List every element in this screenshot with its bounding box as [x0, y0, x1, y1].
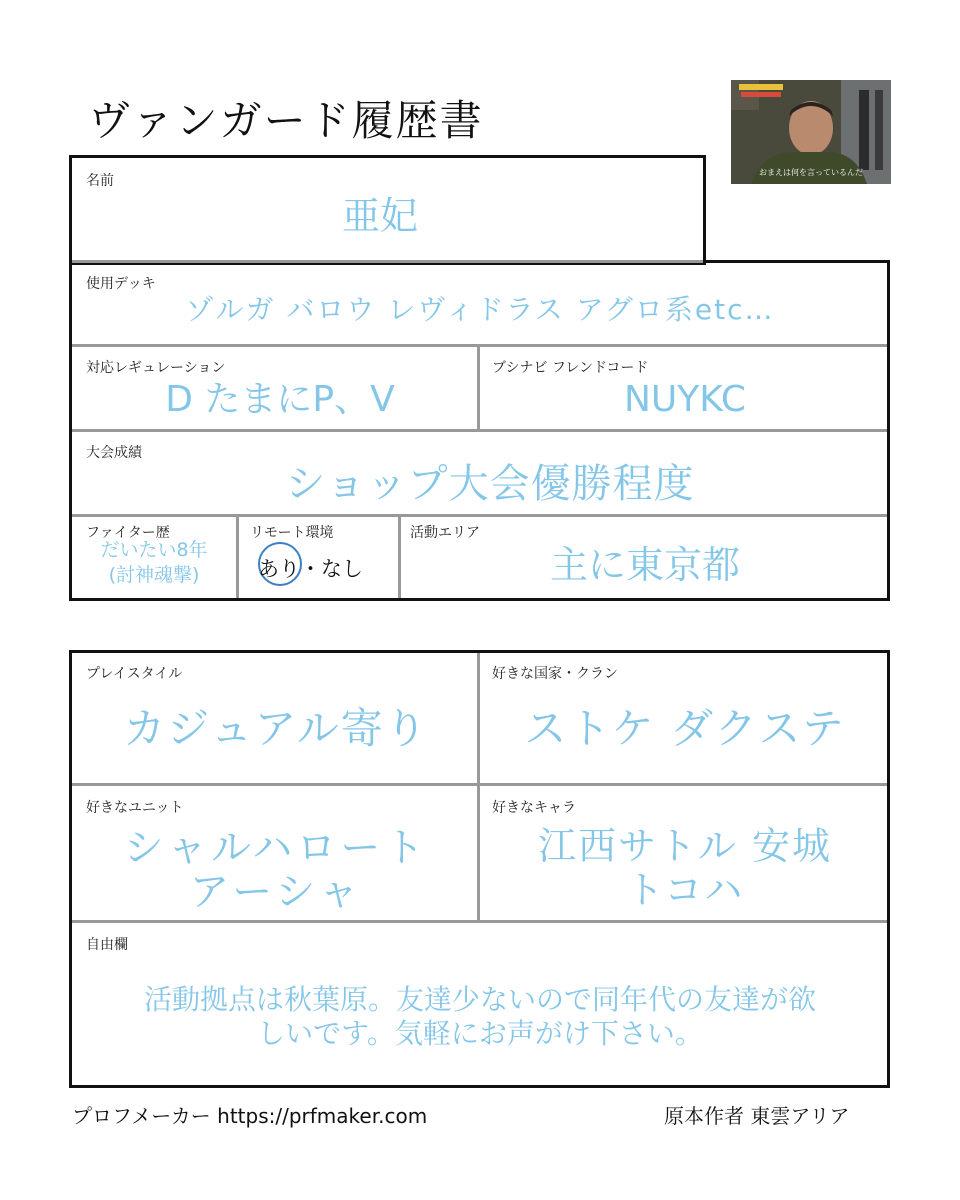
reaction-image [731, 80, 891, 184]
fighter-history-line1: だいたい8年 [100, 539, 208, 561]
character-label: 好きなキャラ [492, 800, 576, 816]
remote-options: あり・なし [258, 557, 363, 581]
clan-value: ストケ ダクステ [524, 704, 846, 753]
page-title: ヴァンガード履歴書 [88, 96, 484, 145]
unit-line1: シャルハロート [123, 825, 429, 871]
name-label: 名前 [86, 173, 114, 189]
unit-line2: アーシャ [189, 869, 363, 915]
free-line2: しいです。気軽にお声がけ下さい。 [257, 1017, 703, 1050]
author-credit: 原本作者 東雲アリア [664, 1104, 850, 1128]
name-value: 亜妃 [341, 194, 418, 238]
fighter-history-line2: (討神魂撃) [108, 564, 200, 586]
play-style-label: プレイスタイル [86, 666, 183, 682]
clan-label: 好きな国家・クラン [492, 666, 618, 682]
friend-code-label: ブシナビ フレンドコード [492, 360, 649, 376]
fighter-history-label: ファイター歴 [86, 525, 170, 541]
maker-credit: プロフメーカー https://prfmaker.com [72, 1104, 428, 1128]
regulation-value: D たまにP、V [165, 379, 395, 420]
play-style-value: カジュアル寄り [123, 704, 429, 753]
area-value: 主に東京都 [549, 543, 740, 587]
reaction-subtitle: おまえは何を言っているんだ [759, 168, 863, 177]
character-line1: 江西サトル 安城 [537, 824, 833, 868]
deck-value: ゾルガ バロウ レヴィドラス アグロ系etc… [185, 293, 775, 326]
free-line1: 活動拠点は秋葉原。友達少ないので同年代の友達が欲 [143, 983, 816, 1016]
regulation-label: 対応レギュレーション [86, 360, 226, 376]
friend-code-value: NUYKC [623, 379, 747, 420]
unit-label: 好きなユニット [86, 800, 184, 816]
deck-label: 使用デッキ [86, 276, 156, 292]
remote-label: リモート環境 [250, 525, 334, 541]
free-label: 自由欄 [86, 937, 128, 953]
tournament-value: ショップ大会優勝程度 [285, 461, 695, 507]
area-label: 活動エリア [410, 525, 480, 541]
character-line2: トコハ [625, 868, 745, 912]
tournament-label: 大会成績 [86, 445, 142, 461]
